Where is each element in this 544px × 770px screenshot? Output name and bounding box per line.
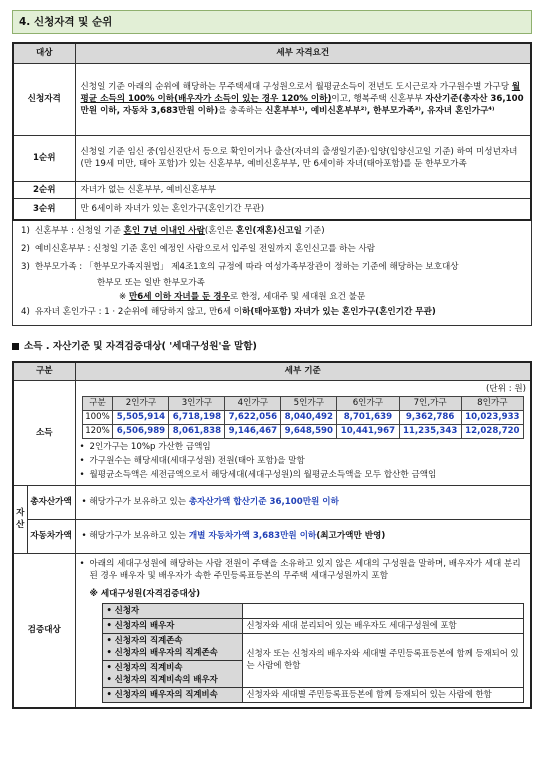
member-desc: 신청자와 세대별 주민등록표등본에 함께 등재되어 있는 사람에 한함 [242,687,524,702]
total-asset-label: 총자산가액 [27,485,75,519]
income-row-100: 100% 5,505,914 6,718,198 7,622,056 8,040,492 8,701,639 9,362,786 10,023,933 [82,410,524,424]
rank2-text: 자녀가 없는 신혼부부, 예비신혼부부 [75,181,531,198]
note-3-remark: ※ 만6세 이하 자녀를 둔 경우로 한정, 세대주 및 세대원 요건 불문 [119,292,366,303]
verification-label: 검증대상 [13,553,75,708]
rank1-text: 신청일 기준 임신 중(임신진단서 등으로 확인이거나 출산(자녀의 출생일기준)·입양(입양신고일 기준) 하여 미성년자녀(만 19세 미만, 태아 포함)가 있는 신혼부부, 예비신혼부부, 만 6세이하 자녀(태아포함)를 둔 한부모가족 [75,135,531,181]
col-category-header: 구분 [13,362,75,380]
square-bullet-icon [12,343,19,350]
member-desc: 신청자와 세대 분리되어 있는 배우자도 세대구성원에 포함 [242,619,524,634]
income-table [82,396,525,439]
section-title: 4. 신청자격 및 순위 [12,10,532,34]
income-cell [75,380,531,485]
applicant-text: 신청일 기준 아래의 순위에 해당하는 무주택세대 구성원으로서 월평균소득이 전년도 도시근로자 가구원수별 가구당 월평균 소득의 100% 이하(배우자가 소득이 있는 경우 120% 이하)이고, 행복주택 신혼부부 자산기준(총자산 36,100만원 이하, 자동차 3,683만원 이하)을 충족하는 신혼부부¹⁾, 예비신혼부부²⁾, 한부모가족³⁾, 유자녀 혼인가구⁴⁾ [75,63,531,135]
note-2: 2) 예비신혼부부 : 신청일 기준 혼인 예정인 사람으로서 입주일 전일까지 혼인신고를 하는 사람 [21,244,376,255]
income-bullet: • 가구원수는 해당세대(세대구성원) 전원(태아 포함)을 말함 [79,456,305,467]
income-header-row: 구분 2인가구 3인가구 4인가구 5인가구 6인가구 7인,가구 8인가구 [82,396,524,410]
note-4: 4) 유자녀 혼인가구 : 1 · 2순위에 해당하지 않고, 만6세 이하(태아포함) 자녀가 있는 혼인가구(혼인기간 무관) [21,306,436,317]
member-item: • 신청자 [102,604,242,619]
verification-subtitle: ※ 세대구성원(자격검증대상) [89,588,201,599]
member-desc: 신청자 또는 신청자의 배우자와 세대별 주민등록표등본에 함께 등재되어 있는 사람에 한함 [242,633,524,687]
income-row-120: 120% 6,506,989 8,061,838 9,146,467 9,648,590 10,441,967 11,235,343 12,028,720 [82,424,524,438]
income-asset-table [12,361,532,708]
unit-label: (단위 : 원) [486,383,526,394]
col-target-header: 대상 [13,43,75,63]
eligibility-table [12,42,532,221]
verification-cell [75,553,531,708]
eligibility-notes [12,221,532,325]
asset-label: 자산 [13,485,27,553]
member-item: • 신청자의 직계비속 • 신청자의 직계비속의 배우자 [102,660,242,687]
rank3-label: 3순위 [13,198,75,220]
total-asset-text: • 해당가구가 보유하고 있는 총자산가액 합산기준 36,100만원 이하 [75,485,531,519]
col-detail-header: 세부 기준 [75,362,531,380]
member-item: • 신청자의 배우자 [102,619,242,634]
car-asset-label: 자동차가액 [27,519,75,553]
member-item: • 신청자의 직계존속 • 신청자의 배우자의 직계존속 [102,633,242,660]
note-1: 1) 신혼부부 : 신청일 기준 혼인 7년 이내인 사람(혼인은 혼인(재혼)신고일 기준) [21,226,325,237]
col-detail-header: 세부 자격요건 [75,43,531,63]
income-section-title: 소득 . 자산기준 및 자격검증대상( '세대구성원'을 말함) [12,340,532,354]
income-bullet: • 2인가구는 10%p 가산한 금액임 [79,441,211,452]
applicant-label: 신청자격 [13,63,75,135]
note-3: 3) 한부모가족 : 「한부모가족지원법」 제4조1호의 규정에 따라 여성가족부장관이 정하는 기준에 해당하는 보호대상 [21,262,459,273]
car-asset-text: • 해당가구가 보유하고 있는 개별 자동차가액 3,683만원 이하(최고가액만 반영) [75,519,531,553]
income-bullet: • 월평균소득액은 세전금액으로서 해당세대(세대구성원)의 월평균소득액을 모두 합산한 금액임 [79,470,437,481]
note-3-cont: 한부모 또는 일반 한부모가족 [97,278,205,289]
income-label: 소득 [13,380,75,485]
rank1-label: 1순위 [13,135,75,181]
household-member-table [102,603,525,702]
rank3-text: 만 6세이하 자녀가 있는 혼인가구(혼인기간 무관) [75,198,531,220]
rank2-label: 2순위 [13,181,75,198]
member-item: • 신청자의 배우자의 직계비속 [102,687,242,702]
verification-intro: • 아래의 세대구성원에 해당하는 사람 전원이 주택을 소유하고 있지 않은 세대의 구성원을 말하며, 배우자가 세대 분리된 경우 배우자 및 배우자가 속한 주민등록표등본의 무주택 세대구성원까지 포함 [79,558,521,581]
